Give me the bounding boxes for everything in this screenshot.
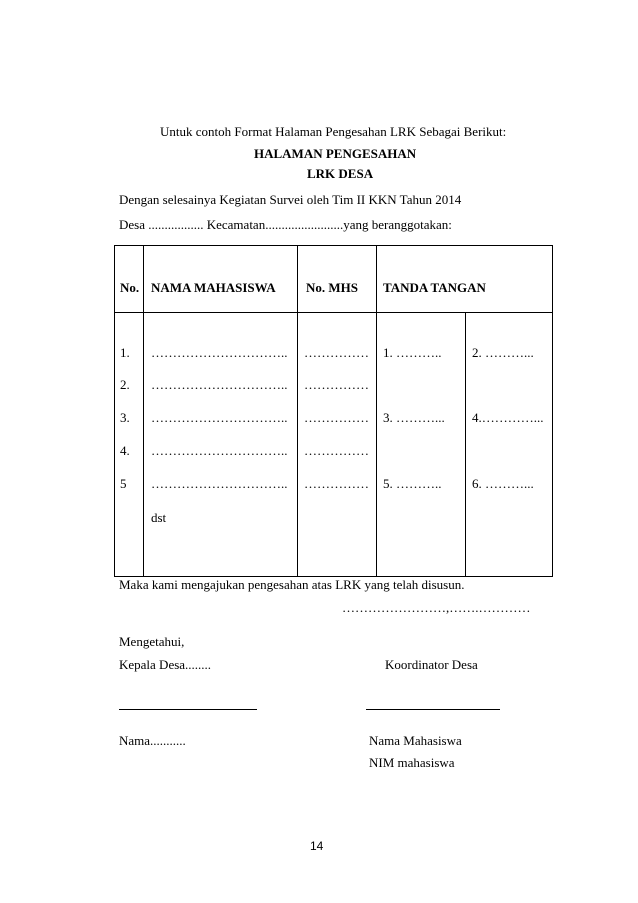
row-nomhs: …………… — [304, 377, 369, 392]
row-nama: ………………………….. — [151, 476, 288, 491]
table-col-divider — [143, 246, 144, 576]
table-dst: dst — [151, 510, 167, 525]
koordinator-label: Koordinator Desa — [385, 657, 478, 672]
row-ttd2: 6. ………... — [472, 476, 534, 491]
row-nama: ………………………….. — [151, 377, 288, 392]
kepala-desa-label: Kepala Desa........ — [119, 657, 212, 672]
row-ttd1: 1. ……….. — [383, 345, 442, 360]
intro-text: Untuk contoh Format Halaman Pengesahan LRK Sebagai Berikut: — [160, 124, 507, 139]
row-ttd1: 5. ……….. — [383, 476, 442, 491]
row-no: 2. — [120, 377, 130, 392]
nama-mahasiswa-label: Nama Mahasiswa — [369, 733, 462, 748]
table-col-divider — [376, 246, 377, 576]
row-no: 5 — [120, 476, 127, 491]
row-nomhs: …………… — [304, 476, 369, 491]
page-title: HALAMAN PENGESAHAN — [254, 146, 417, 161]
row-ttd2: 2. ………... — [472, 345, 534, 360]
mengetahui-label: Mengetahui, — [119, 634, 185, 649]
paragraph-1: Dengan selesainya Kegiatan Survei oleh Tim II KKN Tahun 2014 — [119, 192, 462, 207]
row-no: 3. — [120, 410, 130, 425]
nim-mahasiswa-label: NIM mahasiswa — [369, 755, 455, 770]
row-nama: ………………………….. — [151, 443, 288, 458]
table-col-divider — [465, 312, 466, 576]
table-header-divider — [115, 312, 552, 313]
paragraph-2: Desa ................. Kecamatan........................yang beranggotakan: — [119, 217, 452, 232]
row-nomhs: …………… — [304, 345, 369, 360]
row-no: 1. — [120, 345, 130, 360]
nama-left-label: Nama........... — [119, 733, 186, 748]
row-nomhs: …………… — [304, 443, 369, 458]
header-nomhs: No. MHS — [306, 280, 358, 295]
row-ttd2: 4.…………... — [472, 410, 544, 425]
header-ttd: TANDA TANGAN — [383, 280, 486, 295]
members-table — [114, 245, 553, 577]
row-no: 4. — [120, 443, 130, 458]
signature-line-right — [366, 709, 500, 710]
page-subtitle: LRK DESA — [307, 166, 374, 181]
row-nama: ………………………….. — [151, 345, 288, 360]
header-nama: NAMA MAHASISWA — [151, 280, 276, 295]
row-nama: ………………………….. — [151, 410, 288, 425]
closing-text: Maka kami mengajukan pengesahan atas LRK yang telah disusun. — [119, 577, 465, 592]
row-nomhs: …………… — [304, 410, 369, 425]
header-no: No. — [120, 280, 140, 295]
row-ttd1: 3. ………... — [383, 410, 445, 425]
page-number: 14 — [310, 839, 324, 853]
place-date: ……………………,…….………… — [342, 600, 531, 615]
signature-line-left — [119, 709, 257, 710]
table-col-divider — [297, 246, 298, 576]
